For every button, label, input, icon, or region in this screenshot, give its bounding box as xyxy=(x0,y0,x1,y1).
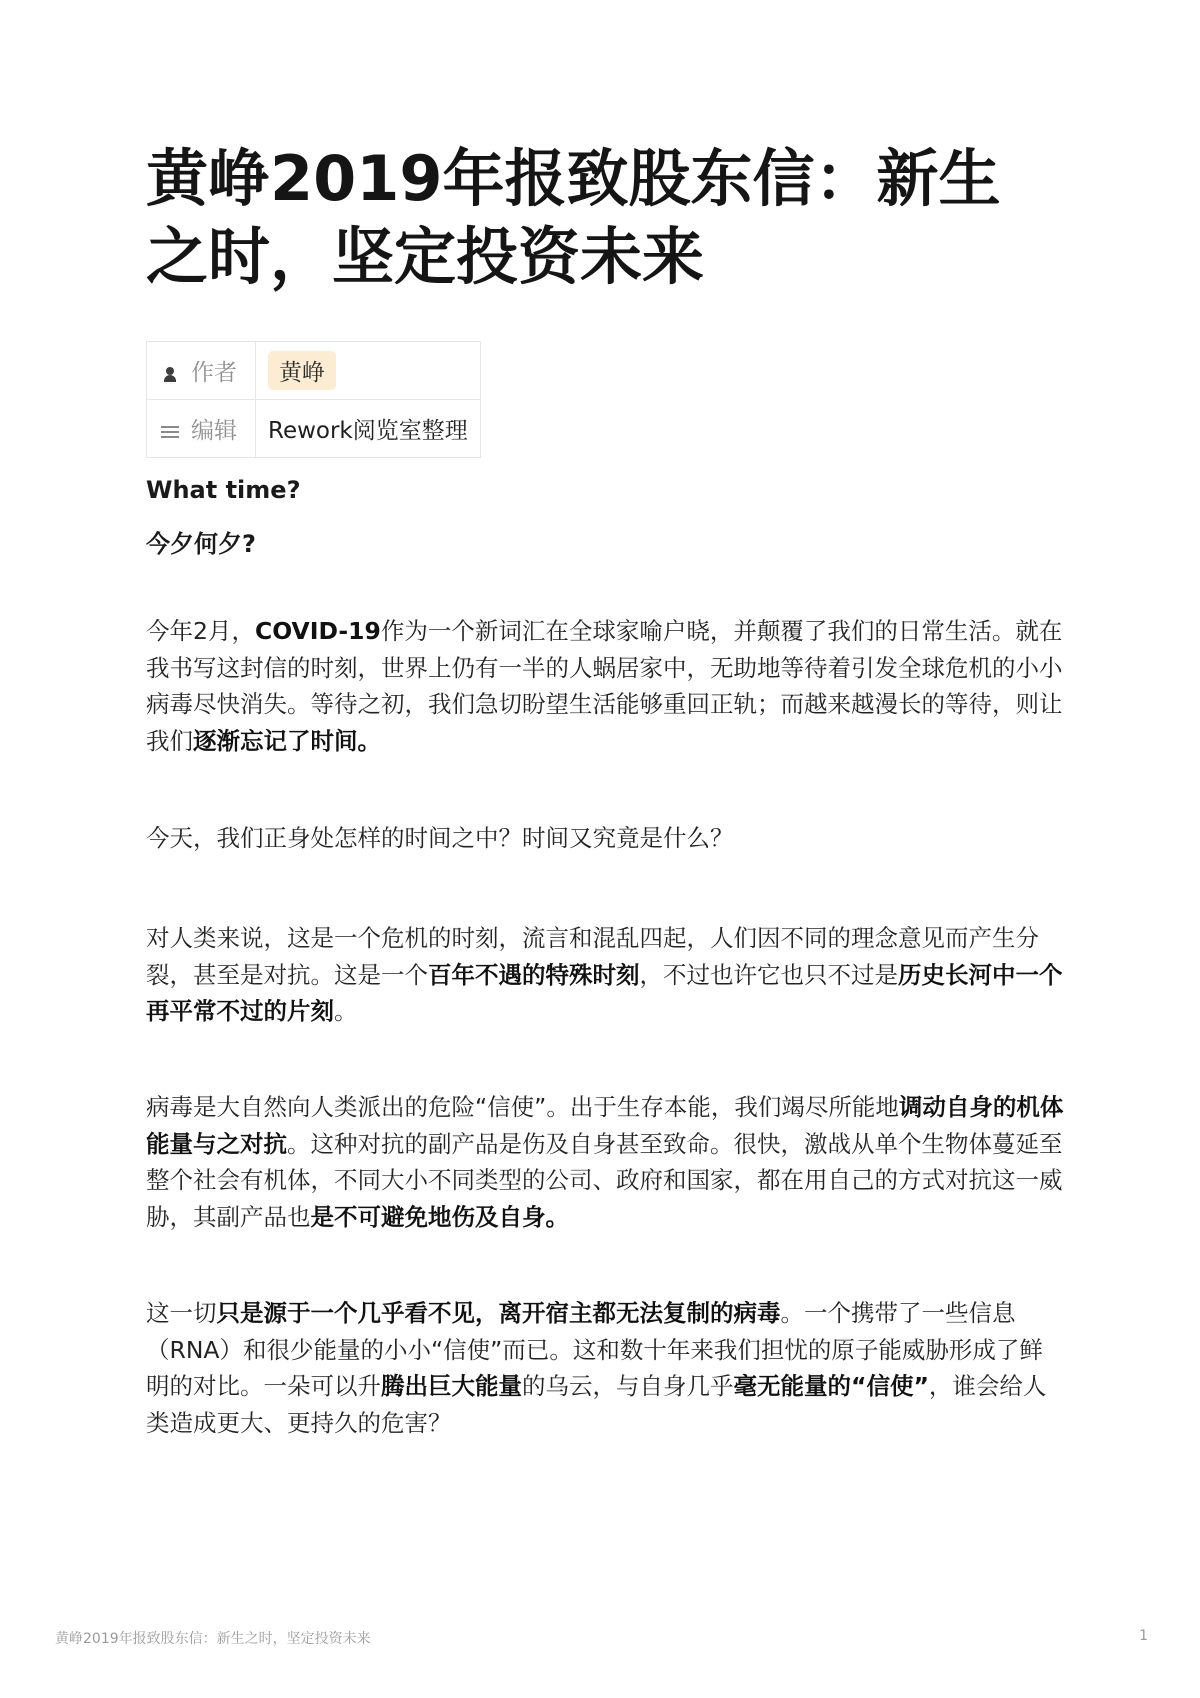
page-number: 1 xyxy=(1139,1628,1148,1644)
footer-title: 黄峥2019年报致股东信：新生之时，坚定投资未来 xyxy=(55,1631,371,1647)
property-row-author xyxy=(147,342,481,400)
paragraph xyxy=(146,1295,1066,1441)
text-run: 。这种对抗的副产品是伤及自身甚至致命。很快，激战从单个生物体蔓延至整个社会有机体，不同大小不同类型的公司、政府和国家，都在用自己的方式对抗这一威胁，其副产品也 xyxy=(146,1129,1063,1231)
bold-text: COVID-19 xyxy=(254,617,381,645)
property-key-editor: 编辑 xyxy=(191,418,237,444)
property-key-cell xyxy=(147,342,256,400)
bold-text: 逐渐忘记了时间。 xyxy=(193,726,381,755)
bold-text: 历史长河中一个再平常不过的片刻 xyxy=(146,960,1063,1025)
properties-table xyxy=(146,341,481,458)
text-run: 这一切 xyxy=(146,1299,217,1327)
text-run: 今天，我们正身处怎样的时间之中？时间又究竟是什么？ xyxy=(146,824,734,852)
editor-value[interactable]: Rework阅览室整理 xyxy=(268,418,468,444)
text-run: 病毒是大自然向人类派出的危险“信使”。出于生存本能，我们竭尽所能地 xyxy=(146,1093,899,1121)
bold-text: 调动自身的机体能量与之对抗 xyxy=(146,1093,1064,1158)
text-run: 作为一个新词汇在全球家喻户晓，并颠覆了我们的日常生活。就在我书写这封信的时刻，世界上仍有一半的人蜗居家中，无助地等待着引发全球危机的小小病毒尽快消失。等待之初，我们急切盼望生活能够重回正轨；而越来越漫长的等待，则让我们 xyxy=(146,617,1063,755)
property-key-author: 作者 xyxy=(191,360,237,386)
heading-en: What time? xyxy=(146,476,301,504)
page-title: 黄峥2019年报致股东信：新生之时，坚定投资未来 xyxy=(146,142,1001,293)
person-icon xyxy=(159,361,181,387)
bold-text: 只是源于一个几乎看不见，离开宿主都无法复制的病毒 xyxy=(216,1299,781,1327)
bold-text: 是不可避免地伤及自身。 xyxy=(310,1202,569,1231)
text-lines-icon xyxy=(159,419,181,445)
text-run: 。 xyxy=(334,997,358,1025)
text-run: 对人类来说，这是一个危机的时刻，流言和混乱四起，人们因不同的理念意见而产生分裂，甚至是对抗。这是一个 xyxy=(146,924,1039,989)
text-run: ，谁会给人类造成更大、更持久的危害？ xyxy=(146,1372,1047,1437)
paragraph xyxy=(146,613,1066,759)
property-row-editor xyxy=(147,400,481,458)
text-run: 的乌云，与自身几乎 xyxy=(522,1372,734,1400)
paragraph xyxy=(146,820,1066,857)
paragraph xyxy=(146,1089,1066,1235)
text-run: 今年2月， xyxy=(146,617,255,645)
bold-text: 腾出巨大能量 xyxy=(381,1372,522,1400)
property-value-cell[interactable] xyxy=(256,342,481,400)
property-value-cell[interactable] xyxy=(256,400,481,458)
heading-zh: 今夕何夕? xyxy=(146,530,256,558)
author-tag[interactable]: 黄峥 xyxy=(268,351,336,390)
property-key-cell xyxy=(147,400,256,458)
bold-text: 毫无能量的“信使” xyxy=(733,1372,929,1400)
text-run: ，不过也许它也只不过是 xyxy=(639,960,898,989)
paragraph xyxy=(146,920,1066,1030)
bold-text: 百年不遇的特殊时刻 xyxy=(428,960,640,989)
text-run: 。一个携带了一些信息（RNA）和很少能量的小小“信使”而已。这和数十年来我们担忧的原子能威胁形成了鲜明的对比。一朵可以升 xyxy=(146,1299,1043,1400)
